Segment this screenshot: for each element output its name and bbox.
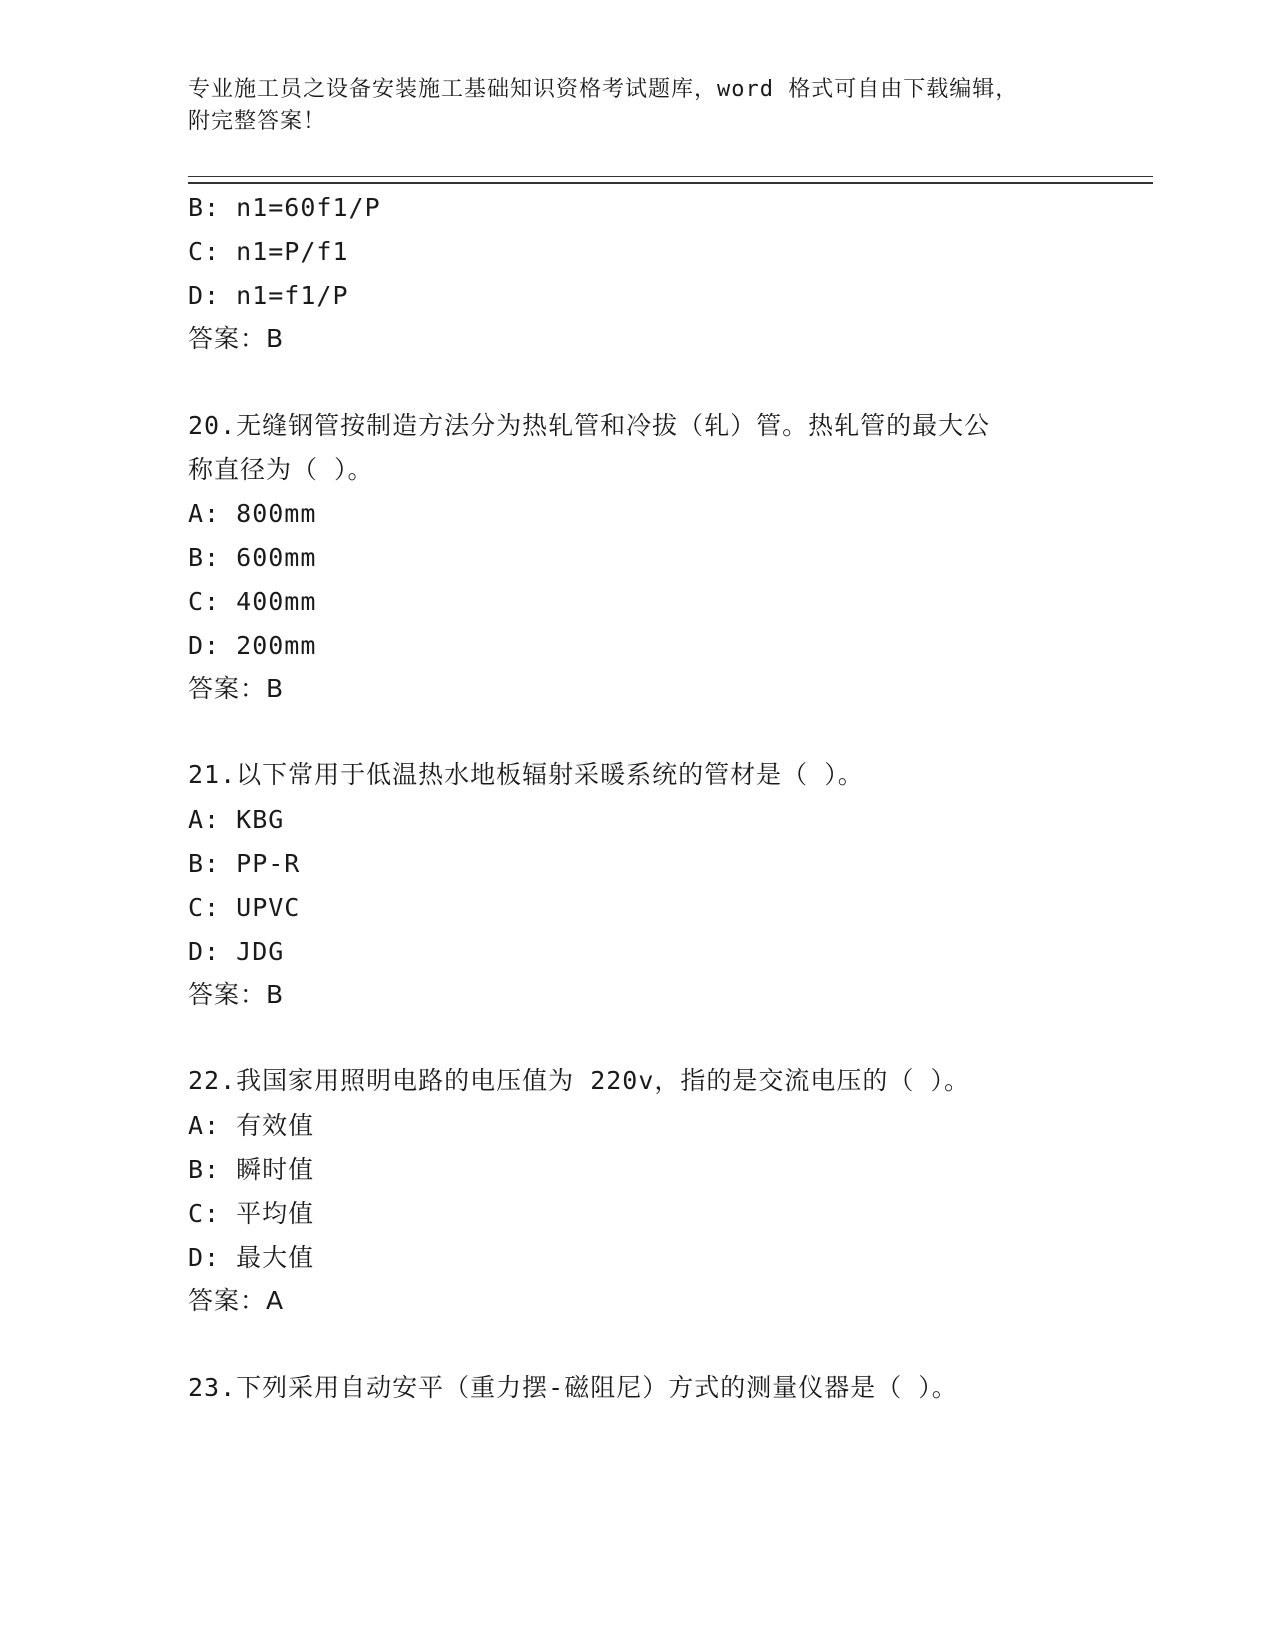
answer-line: 答案：B (188, 980, 285, 1009)
option-d: D: 最大值 (188, 1243, 315, 1272)
question-stem: 23.下列采用自动安平（重力摆-磁阻尼）方式的测量仪器是（ ）。 (188, 1373, 958, 1402)
option-d: D: 200mm (188, 631, 317, 660)
option-c: C: 400mm (188, 587, 317, 616)
question-stem: 20.无缝钢管按制造方法分为热轧管和冷拔（轧）管。热轧管的最大公 (188, 411, 991, 440)
header-line-2: 附完整答案！ (188, 109, 327, 134)
question-stem: 21.以下常用于低温热水地板辐射采暖系统的管材是（ ）。 (188, 760, 864, 789)
option-a: A: KBG (188, 805, 285, 834)
option-c: C: 平均值 (188, 1199, 315, 1228)
option-d: D: n1=f1/P (188, 281, 349, 310)
option-c: C: UPVC (188, 893, 301, 922)
question-stem: 22.我国家用照明电路的电压值为 220v，指的是交流电压的（ ）。 (188, 1066, 970, 1095)
option-b: B: n1=60f1/P (188, 193, 381, 222)
option-b: B: PP-R (188, 849, 301, 878)
option-b: B: 瞬时值 (188, 1155, 315, 1184)
option-b: B: 600mm (188, 543, 317, 572)
header-divider (188, 176, 1153, 184)
header-line-1: 专业施工员之设备安装施工基础知识资格考试题库，word 格式可自由下载编辑， (188, 77, 1019, 102)
answer-line: 答案：B (188, 324, 285, 353)
option-a: A: 800mm (188, 499, 317, 528)
document-header (188, 74, 1088, 138)
answer-line: 答案：A (188, 1286, 285, 1315)
option-d: D: JDG (188, 937, 285, 966)
option-c: C: n1=P/f1 (188, 237, 349, 266)
question-stem-continued: 称直径为（ ）。 (188, 455, 374, 484)
option-a: A: 有效值 (188, 1111, 315, 1140)
answer-line: 答案：B (188, 674, 285, 703)
